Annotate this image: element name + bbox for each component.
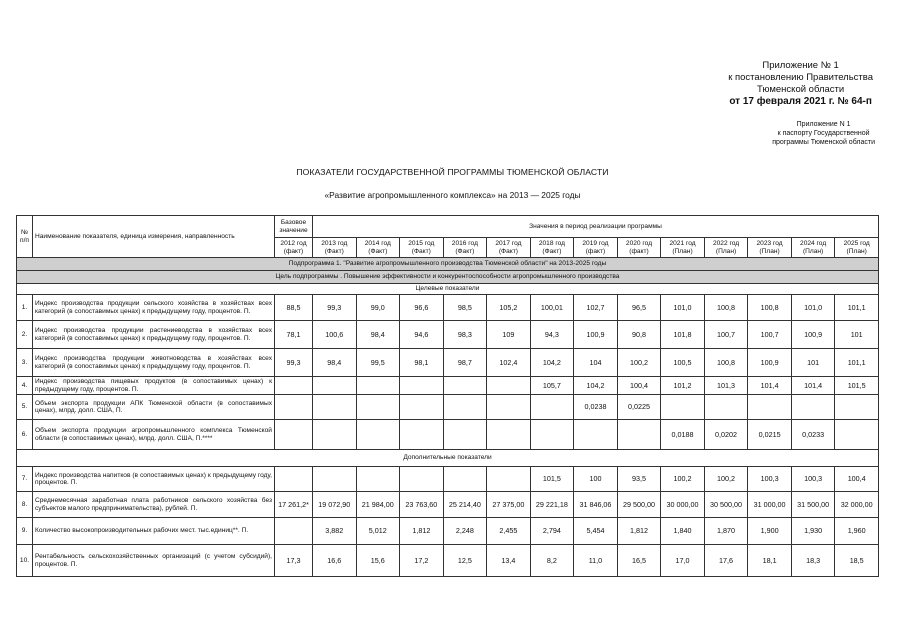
indicator-name: Индекс производства продукции животноводства в хозяйствах всех категорий (в сопоставимых ценах) к предыдущему году, процентов. П. — [33, 349, 275, 377]
table-row — [17, 295, 879, 321]
indicator-value: 18,5 — [835, 545, 879, 577]
indicator-value: 102,7 — [574, 295, 618, 321]
indicator-value — [661, 395, 705, 420]
indicator-value: 100,5 — [661, 349, 705, 377]
header-name: Наименование показателя, единица измерения, направленность — [33, 216, 275, 258]
indicator-value: 100,4 — [617, 377, 661, 395]
table-row — [17, 492, 879, 518]
indicator-value: 100 — [574, 467, 618, 492]
indicator-value — [443, 395, 487, 420]
indicator-value: 101,8 — [661, 321, 705, 349]
appendix-line: программы Тюменской области — [772, 139, 875, 146]
indicator-value: 93,5 — [617, 467, 661, 492]
indicator-value: 18,1 — [748, 545, 792, 577]
row-number: 8. — [17, 492, 33, 518]
indicator-value: 98,4 — [313, 349, 357, 377]
indicator-value: 8,2 — [530, 545, 574, 577]
indicator-value: 5,012 — [356, 518, 400, 545]
indicator-value: 100,9 — [791, 321, 835, 349]
indicator-value: 109 — [487, 321, 531, 349]
indicator-value — [574, 420, 618, 450]
indicator-value: 99,3 — [313, 295, 357, 321]
header-year: 2022 год (План) — [704, 238, 748, 258]
indicator-value: 13,4 — [487, 545, 531, 577]
indicator-value — [487, 467, 531, 492]
indicator-value: 94,3 — [530, 321, 574, 349]
indicator-value: 105,7 — [530, 377, 574, 395]
indicator-value: 31 000,00 — [748, 492, 792, 518]
indicator-value: 101,4 — [748, 377, 792, 395]
indicator-value: 30 500,00 — [704, 492, 748, 518]
header-year: 2018 год (Факт) — [530, 238, 574, 258]
row-number: 7. — [17, 467, 33, 492]
indicator-value — [835, 395, 879, 420]
indicator-value — [275, 420, 313, 450]
indicator-value — [443, 467, 487, 492]
document-subtitle: «Развитие агропромышленного комплекса» на 2013 — 2025 годы — [324, 190, 581, 200]
header-base: Базовое значение — [275, 216, 313, 238]
indicator-value: 15,6 — [356, 545, 400, 577]
indicator-value: 17,0 — [661, 545, 705, 577]
header-year: 2025 год (План) — [835, 238, 879, 258]
indicator-value: 17,2 — [400, 545, 444, 577]
indicator-value — [313, 467, 357, 492]
header-period: Значения в период реализации программы — [313, 216, 879, 238]
row-number: 3. — [17, 349, 33, 377]
subprogram-goal: Цель подпрограммы . Повышение эффективности и конкурентоспособности агропромышленного производства — [17, 271, 879, 284]
indicator-value: 100,7 — [704, 321, 748, 349]
indicator-value: 31 846,06 — [574, 492, 618, 518]
indicator-value: 0,0202 — [704, 420, 748, 450]
row-number: 2. — [17, 321, 33, 349]
indicator-value — [400, 395, 444, 420]
indicator-value: 94,6 — [400, 321, 444, 349]
indicator-value — [400, 420, 444, 450]
header-year: 2014 год (Факт) — [356, 238, 400, 258]
indicator-value: 98,7 — [443, 349, 487, 377]
table-row — [17, 467, 879, 492]
indicator-name: Индекс производства продукции растениеводства в хозяйствах всех категорий (в сопоставимых ценах) к предыдущему году, процентов. П. — [33, 321, 275, 349]
indicator-value: 96,5 — [617, 295, 661, 321]
indicator-name: Объем экспорта продукции АПК Тюменской области (в сопоставимых ценах), млрд. долл. США, П. — [33, 395, 275, 420]
indicator-value: 100,01 — [530, 295, 574, 321]
indicator-value: 27 375,00 — [487, 492, 531, 518]
indicator-value: 99,5 — [356, 349, 400, 377]
indicator-value: 19 072,90 — [313, 492, 357, 518]
indicator-value: 101,1 — [835, 295, 879, 321]
indicator-value: 100,9 — [748, 349, 792, 377]
row-number: 6. — [17, 420, 33, 450]
indicator-value: 0,0215 — [748, 420, 792, 450]
indicator-value: 101 — [835, 321, 879, 349]
row-number: 9. — [17, 518, 33, 545]
indicator-value: 100,8 — [748, 295, 792, 321]
indicator-value: 17,3 — [275, 545, 313, 577]
indicator-value — [530, 395, 574, 420]
row-number: 4. — [17, 377, 33, 395]
header-year: 2017 год (Факт) — [487, 238, 531, 258]
table-row — [17, 518, 879, 545]
appendix-date: от 17 февраля 2021 г. № 64-п — [729, 96, 872, 107]
indicator-value — [356, 467, 400, 492]
appendix-line: Приложение N 1 — [796, 121, 851, 128]
indicator-name: Среднемесячная заработная плата работников сельского хозяйства без субъектов малого предпринимательства), рублей. П. — [33, 492, 275, 518]
indicator-value: 101,2 — [661, 377, 705, 395]
table-row — [17, 349, 879, 377]
indicator-value: 30 000,00 — [661, 492, 705, 518]
header-year: 2016 год (Факт) — [443, 238, 487, 258]
indicator-name: Рентабельность сельскохозяйственных организаций (с учетом субсидий), процентов. П. — [33, 545, 275, 577]
table-row — [17, 420, 879, 450]
indicator-value: 17,6 — [704, 545, 748, 577]
indicator-value: 29 221,18 — [530, 492, 574, 518]
header-year: 2019 год (факт) — [574, 238, 618, 258]
subprogram-title: Подпрограмма 1. "Развитие агропромышленного производства Тюменской области" на 2013-2025 годы — [17, 258, 879, 271]
indicator-value: 1,930 — [791, 518, 835, 545]
indicator-value: 102,4 — [487, 349, 531, 377]
indicator-value: 101,1 — [835, 349, 879, 377]
indicator-value: 100,2 — [704, 467, 748, 492]
indicator-value — [748, 395, 792, 420]
indicator-value: 100,3 — [791, 467, 835, 492]
indicator-value: 100,2 — [661, 467, 705, 492]
indicator-value: 101,3 — [704, 377, 748, 395]
indicator-value: 18,3 — [791, 545, 835, 577]
indicator-value: 99,0 — [356, 295, 400, 321]
indicator-value: 11,0 — [574, 545, 618, 577]
row-number: 5. — [17, 395, 33, 420]
indicator-value — [704, 395, 748, 420]
appendix-line: к постановлению Правительства — [728, 72, 873, 83]
indicator-value: 1,900 — [748, 518, 792, 545]
indicator-value — [530, 420, 574, 450]
indicator-value: 2,455 — [487, 518, 531, 545]
row-number: 1. — [17, 295, 33, 321]
indicator-value — [275, 395, 313, 420]
indicator-value: 12,5 — [443, 545, 487, 577]
indicator-value — [400, 377, 444, 395]
header-year: 2015 год (Факт) — [400, 238, 444, 258]
indicator-value: 1,870 — [704, 518, 748, 545]
indicator-value: 2,794 — [530, 518, 574, 545]
indicator-value: 16,5 — [617, 545, 661, 577]
indicator-value: 2,248 — [443, 518, 487, 545]
indicator-value: 98,1 — [400, 349, 444, 377]
indicator-value: 100,6 — [313, 321, 357, 349]
indicator-value: 29 500,00 — [617, 492, 661, 518]
indicator-value — [443, 420, 487, 450]
indicator-value: 1,812 — [617, 518, 661, 545]
indicator-value: 101,4 — [791, 377, 835, 395]
indicator-name: Индекс производства продукции сельского хозяйства в хозяйствах всех категорий (в сопоставимых ценах) к предыдущему году, процентов. П. — [33, 295, 275, 321]
indicator-name: Объем экспорта продукции агропромышленного комплекса Тюменской области (в сопоставимых ценах), млрд. долл. США, П.**** — [33, 420, 275, 450]
indicator-value — [791, 395, 835, 420]
indicator-value: 0,0233 — [791, 420, 835, 450]
indicator-value: 1,812 — [400, 518, 444, 545]
indicator-value — [275, 518, 313, 545]
indicator-name: Индекс производства пищевых продуктов (в сопоставимых ценах) к предыдущему году, процентов. П. — [33, 377, 275, 395]
indicator-value: 17 261,2* — [275, 492, 313, 518]
appendix-line: к паспорту Государственной — [777, 130, 870, 137]
indicator-value: 1,840 — [661, 518, 705, 545]
indicator-value: 101,5 — [835, 377, 879, 395]
indicator-value: 100,8 — [704, 349, 748, 377]
indicator-value — [835, 420, 879, 450]
table-row — [17, 545, 879, 577]
appendix-line: Тюменской области — [756, 84, 845, 95]
header-year: 2020 год (факт) — [617, 238, 661, 258]
indicator-value — [617, 420, 661, 450]
header-year: 2012 год (факт) — [275, 238, 313, 258]
header-year: 2013 год (Факт) — [313, 238, 357, 258]
indicator-value — [275, 467, 313, 492]
indicator-value — [313, 395, 357, 420]
row-number: 10. — [17, 545, 33, 577]
indicator-value: 78,1 — [275, 321, 313, 349]
indicator-value: 1,960 — [835, 518, 879, 545]
indicator-value: 101,0 — [661, 295, 705, 321]
indicator-value: 25 214,40 — [443, 492, 487, 518]
indicator-value: 3,882 — [313, 518, 357, 545]
indicator-value: 98,5 — [443, 295, 487, 321]
header-year: 2021 год (План) — [661, 238, 705, 258]
indicator-value — [313, 420, 357, 450]
indicator-value — [487, 377, 531, 395]
indicator-value: 5,454 — [574, 518, 618, 545]
indicator-value: 100,7 — [748, 321, 792, 349]
indicator-value — [487, 395, 531, 420]
indicator-name: Индекс производства напитков (в сопоставимых ценах) к предыдущему году, процентов. П. — [33, 467, 275, 492]
indicator-value: 0,0238 — [574, 395, 618, 420]
indicator-value: 90,8 — [617, 321, 661, 349]
indicators-table — [16, 215, 879, 577]
header-year: 2024 год (План) — [791, 238, 835, 258]
indicator-value — [400, 467, 444, 492]
indicator-value: 100,8 — [704, 295, 748, 321]
indicator-value — [356, 420, 400, 450]
table-row — [17, 377, 879, 395]
indicator-value: 101,0 — [791, 295, 835, 321]
indicator-value: 101,5 — [530, 467, 574, 492]
indicator-value: 101 — [791, 349, 835, 377]
indicator-value: 21 984,00 — [356, 492, 400, 518]
indicator-value: 104,2 — [530, 349, 574, 377]
indicator-name: Количество высокопроизводительных рабочих мест. тыс.единиц**. П. — [33, 518, 275, 545]
appendix-block — [728, 60, 873, 108]
indicator-value: 99,3 — [275, 349, 313, 377]
indicator-value: 104,2 — [574, 377, 618, 395]
indicator-value: 88,5 — [275, 295, 313, 321]
indicator-value: 98,4 — [356, 321, 400, 349]
header-year: 2023 год (План) — [748, 238, 792, 258]
indicator-value: 100,4 — [835, 467, 879, 492]
indicator-value: 16,6 — [313, 545, 357, 577]
indicator-value: 98,3 — [443, 321, 487, 349]
indicator-value — [443, 377, 487, 395]
indicator-value: 100,3 — [748, 467, 792, 492]
indicator-value: 0,0225 — [617, 395, 661, 420]
document-title: ПОКАЗАТЕЛИ ГОСУДАРСТВЕННОЙ ПРОГРАММЫ ТЮМЕНСКОЙ ОБЛАСТИ — [296, 167, 609, 177]
indicator-value: 32 000,00 — [835, 492, 879, 518]
header-no: № п/п — [17, 216, 33, 258]
indicator-value — [487, 420, 531, 450]
indicator-value — [356, 377, 400, 395]
indicator-value: 105,2 — [487, 295, 531, 321]
indicator-value — [275, 377, 313, 395]
indicator-value — [313, 377, 357, 395]
appendix-line: Приложение № 1 — [762, 60, 839, 71]
indicator-value: 104 — [574, 349, 618, 377]
indicator-value: 96,6 — [400, 295, 444, 321]
passport-appendix-block — [772, 120, 875, 147]
section-extra-indicators: Дополнительные показатели — [17, 450, 879, 467]
table-row — [17, 321, 879, 349]
indicator-value: 100,2 — [617, 349, 661, 377]
section-target-indicators: Целевые показатели — [17, 284, 879, 295]
indicator-value — [356, 395, 400, 420]
table-row — [17, 395, 879, 420]
indicator-value: 23 763,60 — [400, 492, 444, 518]
indicator-value: 100,9 — [574, 321, 618, 349]
indicator-value: 0,0188 — [661, 420, 705, 450]
indicator-value: 31 500,00 — [791, 492, 835, 518]
